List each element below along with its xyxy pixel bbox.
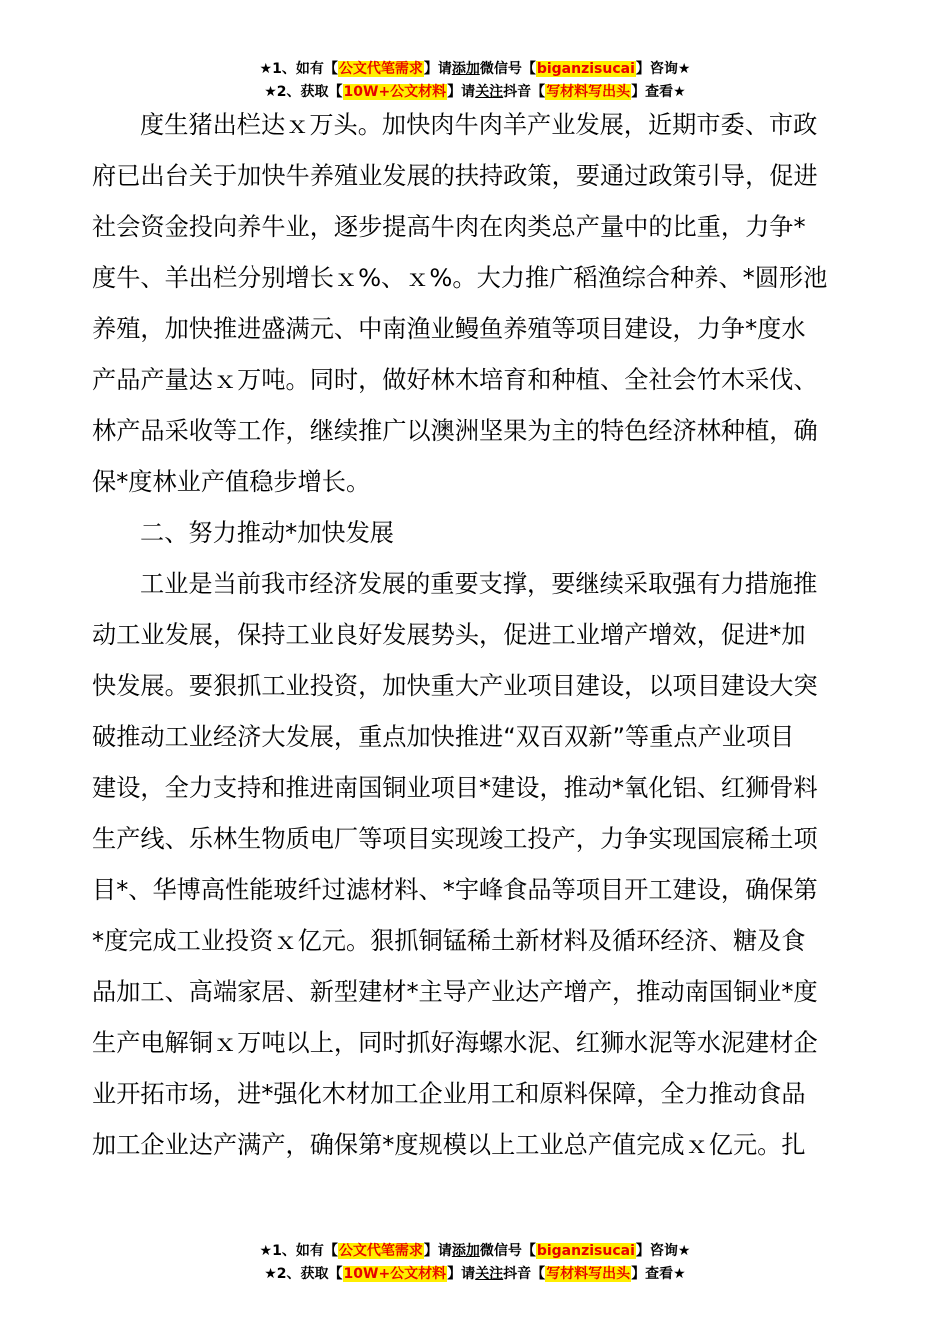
text-line: 生产线、乐林生物质电厂等项目实现竣工投产，力争实现国宸稀土项 xyxy=(92,825,818,853)
text-line: 快发展。要狠抓工业投资，加快重大产业项目建设，以项目建设大突 xyxy=(92,672,818,700)
section-heading xyxy=(92,508,862,559)
text-line: 破推动工业经济大发展，重点加快推进“双百双新”等重点产业项目 xyxy=(92,723,795,751)
banner-line-2 xyxy=(0,1263,950,1286)
document-body xyxy=(92,100,862,1171)
banner-line-1 xyxy=(0,58,950,81)
banner-highlight: biganzisucai xyxy=(536,1243,635,1259)
banner-underlined: 添加 xyxy=(451,61,480,77)
banner-text: 抖音【 xyxy=(503,1266,546,1282)
banner-text: 微信号【 xyxy=(479,61,536,77)
text-line: 养殖，加快推进盛满元、中南渔业鳗鱼养殖等项目建设，力争*度水 xyxy=(92,315,806,343)
footer-banner xyxy=(0,1240,950,1286)
banner-text: 】咨询★ xyxy=(635,1243,691,1259)
text-line: 工业是当前我市经济发展的重要支撑，要继续采取强有力措施推 xyxy=(140,570,818,598)
banner-text: 】请 xyxy=(447,1266,476,1282)
banner-text: 】请 xyxy=(423,1243,452,1259)
paragraph xyxy=(92,559,862,1171)
banner-text: 】查看★ xyxy=(631,84,686,100)
paragraph xyxy=(92,100,862,508)
banner-underlined: 关注 xyxy=(475,1266,504,1282)
text-line: 目*、华博高性能玻纤过滤材料、*宇峰食品等项目开工建设，确保第 xyxy=(92,876,818,904)
text-line: 业开拓市场，进*强化木材加工企业用工和原料保障，全力推动食品 xyxy=(92,1080,806,1108)
banner-text: ★2、获取【 xyxy=(264,1266,343,1282)
text-line: *度完成工业投资ｘ亿元。狠抓铜锰稀土新材料及循环经济、糖及食 xyxy=(92,927,806,955)
text-line: 林产品采收等工作，继续推广以澳洲坚果为主的特色经济林种植，确 xyxy=(92,417,818,445)
banner-text: 微信号【 xyxy=(479,1243,536,1259)
banner-highlight: 10W+公文材料 xyxy=(343,84,447,100)
banner-highlight: 写材料写出头 xyxy=(546,84,631,100)
text-line: 保*度林业产值稳步增长。 xyxy=(92,468,371,496)
banner-text: 抖音【 xyxy=(503,84,546,100)
banner-text: ★1、如有【 xyxy=(259,61,338,77)
header-banner xyxy=(0,58,950,104)
banner-highlight: biganzisucai xyxy=(536,61,635,77)
text-line: 府已出台关于加快牛养殖业发展的扶持政策，要通过政策引导，促进 xyxy=(92,162,818,190)
text-line: 加工企业达产满产，确保第*度规模以上工业总产值完成ｘ亿元。扎 xyxy=(92,1131,806,1159)
banner-highlight: 10W+公文材料 xyxy=(343,1266,447,1282)
text-line: 产品产量达ｘ万吨。同时，做好林木培育和种植、全社会竹木采伐、 xyxy=(92,366,818,394)
text-line: 品加工、高端家居、新型建材*主导产业达产增产，推动南国铜业*度 xyxy=(92,978,818,1006)
heading-text: 二、努力推动*加快发展 xyxy=(140,519,394,547)
text-line: 建设，全力支持和推进南国铜业项目*建设，推动*氧化铝、红狮骨料 xyxy=(92,774,818,802)
banner-text: 】咨询★ xyxy=(635,61,691,77)
banner-underlined: 添加 xyxy=(451,1243,480,1259)
text-line: 度牛、羊出栏分别增长ｘ%、ｘ%。大力推广稻渔综合种养、*圆形池 xyxy=(92,264,828,292)
text-line: 动工业发展，保持工业良好发展势头，促进工业增产增效，促进*加 xyxy=(92,621,806,649)
banner-highlight: 公文代笔需求 xyxy=(338,1243,423,1259)
text-line: 社会资金投向养牛业，逐步提高牛肉在肉类总产量中的比重，力争* xyxy=(92,213,806,241)
banner-highlight: 公文代笔需求 xyxy=(338,61,423,77)
banner-text: 】请 xyxy=(423,61,452,77)
banner-underlined: 关注 xyxy=(475,84,504,100)
banner-text: 】查看★ xyxy=(631,1266,686,1282)
banner-highlight: 写材料写出头 xyxy=(546,1266,631,1282)
text-line: 度生猪出栏达ｘ万头。加快肉牛肉羊产业发展，近期市委、市政 xyxy=(140,111,818,139)
banner-text: ★1、如有【 xyxy=(259,1243,338,1259)
banner-line-1 xyxy=(0,1240,950,1263)
text-line: 生产电解铜ｘ万吨以上，同时抓好海螺水泥、红狮水泥等水泥建材企 xyxy=(92,1029,818,1057)
banner-text: 】请 xyxy=(447,84,476,100)
banner-text: ★2、获取【 xyxy=(264,84,343,100)
